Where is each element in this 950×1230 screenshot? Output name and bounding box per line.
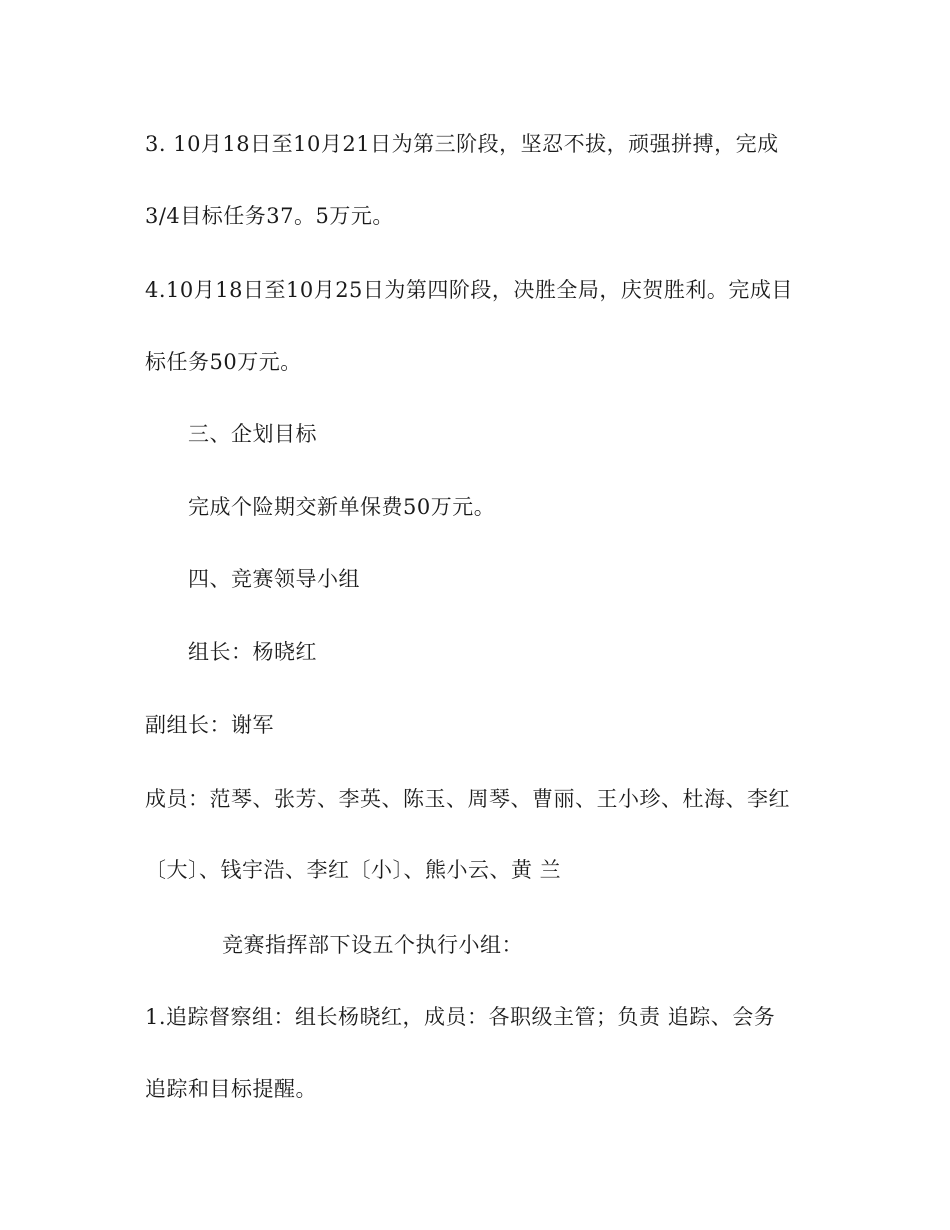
tracking-group-duty-line: 追踪和目标提醒。 bbox=[145, 1077, 317, 1101]
section-heading-leadership-group: 四、竞赛领导小组 bbox=[188, 567, 360, 591]
tracking-group-line: 1.追踪督察组：组长杨晓红，成员：各职级主管；负责 追踪、会务 bbox=[145, 1005, 776, 1029]
stage-three-target-line: 3/4目标任务37。5万元。 bbox=[145, 204, 394, 228]
stage-three-line: 3. 10月18日至10月21日为第三阶段，坚忍不拔，顽强拼搏，完成 bbox=[145, 132, 779, 156]
executive-groups-intro: 竞赛指挥部下设五个执行小组： bbox=[222, 933, 523, 957]
section-heading-planning-goal: 三、企划目标 bbox=[188, 422, 317, 446]
stage-four-line: 4.10月18日至10月25日为第四阶段，决胜全局，庆贺胜利。完成目 bbox=[145, 278, 793, 302]
members-line-2: 〔大〕、钱宇浩、李红〔小〕、熊小云、黄 兰 bbox=[145, 858, 562, 882]
deputy-leader-line: 副组长：谢军 bbox=[145, 713, 274, 737]
stage-four-target-line: 标任务50万元。 bbox=[145, 350, 302, 374]
group-leader-line: 组长：杨晓红 bbox=[188, 640, 317, 664]
planning-goal-text: 完成个险期交新单保费50万元。 bbox=[188, 495, 496, 519]
members-line-1: 成员：范琴、张芳、李英、陈玉、周琴、曹丽、王小珍、杜海、李红 bbox=[145, 787, 790, 811]
